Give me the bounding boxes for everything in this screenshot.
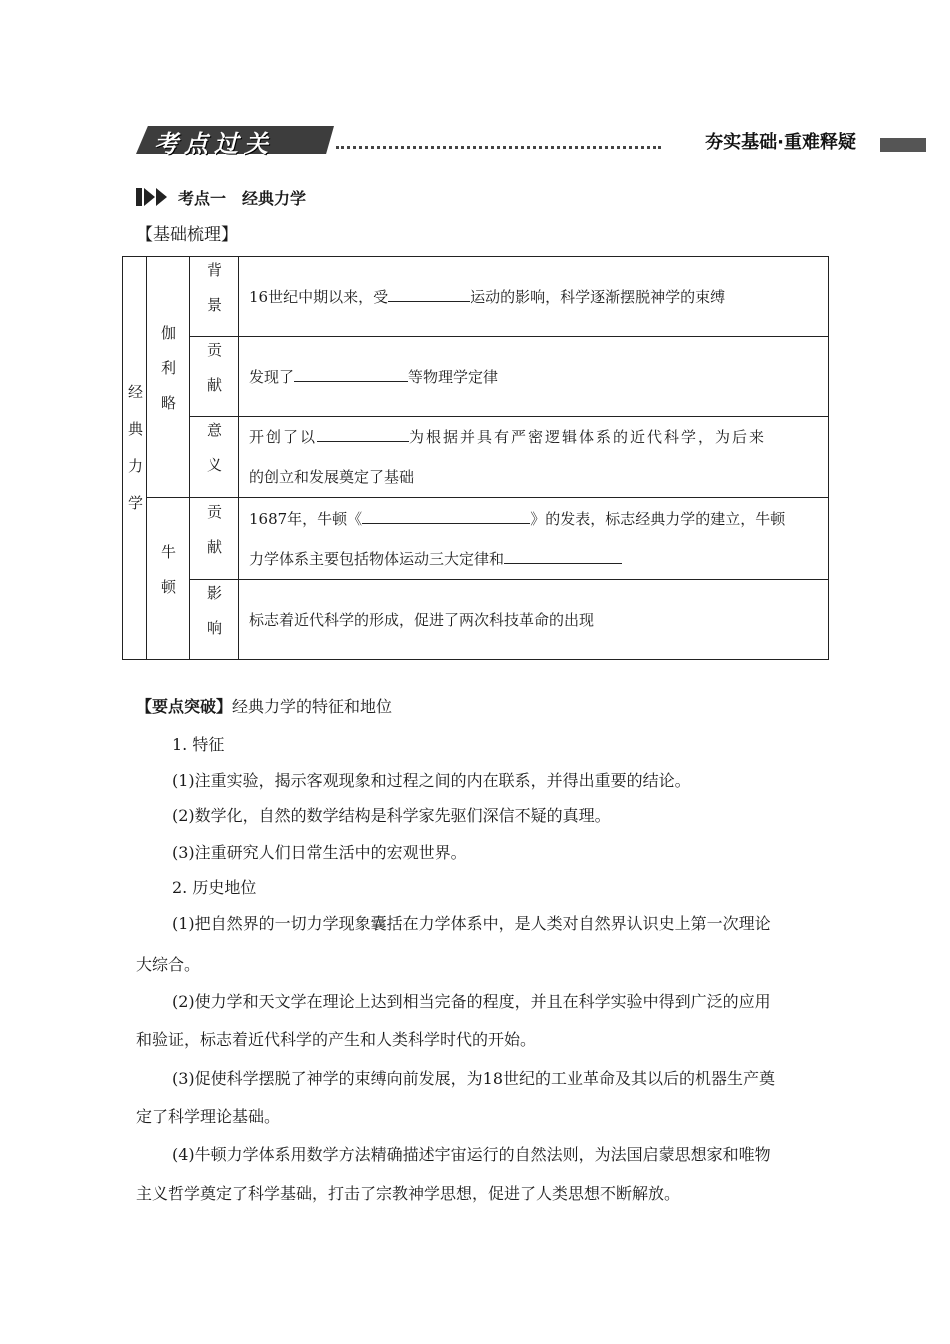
newton-contribution-content: 1687年，牛顿《 》的发表，标志经典力学的建立，牛顿 力学体系主要包括物体运动三大定律和 [239, 498, 829, 580]
row-label-newton-contribution: 贡献 [190, 498, 239, 580]
s2-item-cont: 主义哲学奠定了科学基础，打击了宗教神学思想，促进了人类思想不断解放。 [136, 1184, 681, 1203]
significance-content: 开创了以 为根据并具有严密逻辑体系的近代科学，为后来 的创立和发展奠定了基础 [239, 417, 829, 498]
s1-item: (1)注重实验，揭示客观现象和过程之间的内在联系，并得出重要的结论。 [172, 771, 691, 790]
category-cell: 经典力学 [123, 257, 147, 660]
row-label-contribution: 贡献 [190, 337, 239, 417]
s1-item: (2)数学化，自然的数学结构是科学家先驱们深信不疑的真理。 [172, 806, 611, 825]
fill-blank[interactable] [388, 283, 470, 302]
keypoint-heading: 【要点突破】经典力学的特征和地位 [136, 697, 393, 716]
contribution-content: 发现了 等物理学定律 [239, 337, 829, 417]
fill-blank[interactable] [294, 363, 408, 382]
header-banner [136, 126, 926, 156]
s2-item-cont: 和验证，标志着近代科学的产生和人类科学时代的开始。 [136, 1030, 537, 1049]
row-label-influence: 影响 [190, 580, 239, 660]
double-arrow-icon [136, 188, 168, 206]
summary-table [122, 256, 829, 660]
row-label-background: 背景 [190, 257, 239, 337]
banner-subtitle: 夯实基础·重难释疑 [705, 132, 856, 153]
section-title: 考点一 经典力学 [178, 188, 307, 208]
banner-end-bar [880, 138, 926, 152]
banner-dotted-line [336, 146, 661, 149]
s1-title: 1. 特征 [172, 735, 225, 754]
row-label-significance: 意义 [190, 417, 239, 498]
s2-item: (2)使力学和天文学在理论上达到相当完备的程度，并且在科学实验中得到广泛的应用 [172, 992, 771, 1011]
s2-item-cont: 定了科学理论基础。 [136, 1107, 281, 1126]
s2-item: (4)牛顿力学体系用数学方法精确描述宇宙运行的自然法则，为法国启蒙思想家和唯物 [172, 1145, 771, 1164]
s2-title: 2. 历史地位 [172, 878, 257, 897]
galileo-cell: 伽利略 [147, 257, 190, 498]
s1-item: (3)注重研究人们日常生活中的宏观世界。 [172, 843, 467, 862]
fill-blank[interactable] [504, 545, 622, 564]
s2-item: (3)促使科学摆脱了神学的束缚向前发展，为18世纪的工业革命及其以后的机器生产奠 [172, 1069, 776, 1088]
background-content: 16世纪中期以来，受 运动的影响，科学逐渐摆脱神学的束缚 [239, 257, 829, 337]
fill-blank[interactable] [362, 505, 530, 524]
s2-item: (1)把自然界的一切力学现象囊括在力学体系中，是人类对自然界认识史上第一次理论 [172, 914, 771, 933]
banner-title: 考点过关 [154, 130, 274, 158]
newton-cell: 牛顿 [147, 498, 190, 660]
s2-item-cont: 大综合。 [136, 955, 201, 974]
fill-blank[interactable] [317, 423, 409, 442]
influence-content: 标志着近代科学的形成，促进了两次科技革命的出现 [239, 580, 829, 660]
basic-review-label: 【基础梳理】 [136, 225, 238, 245]
section-heading [136, 186, 306, 208]
